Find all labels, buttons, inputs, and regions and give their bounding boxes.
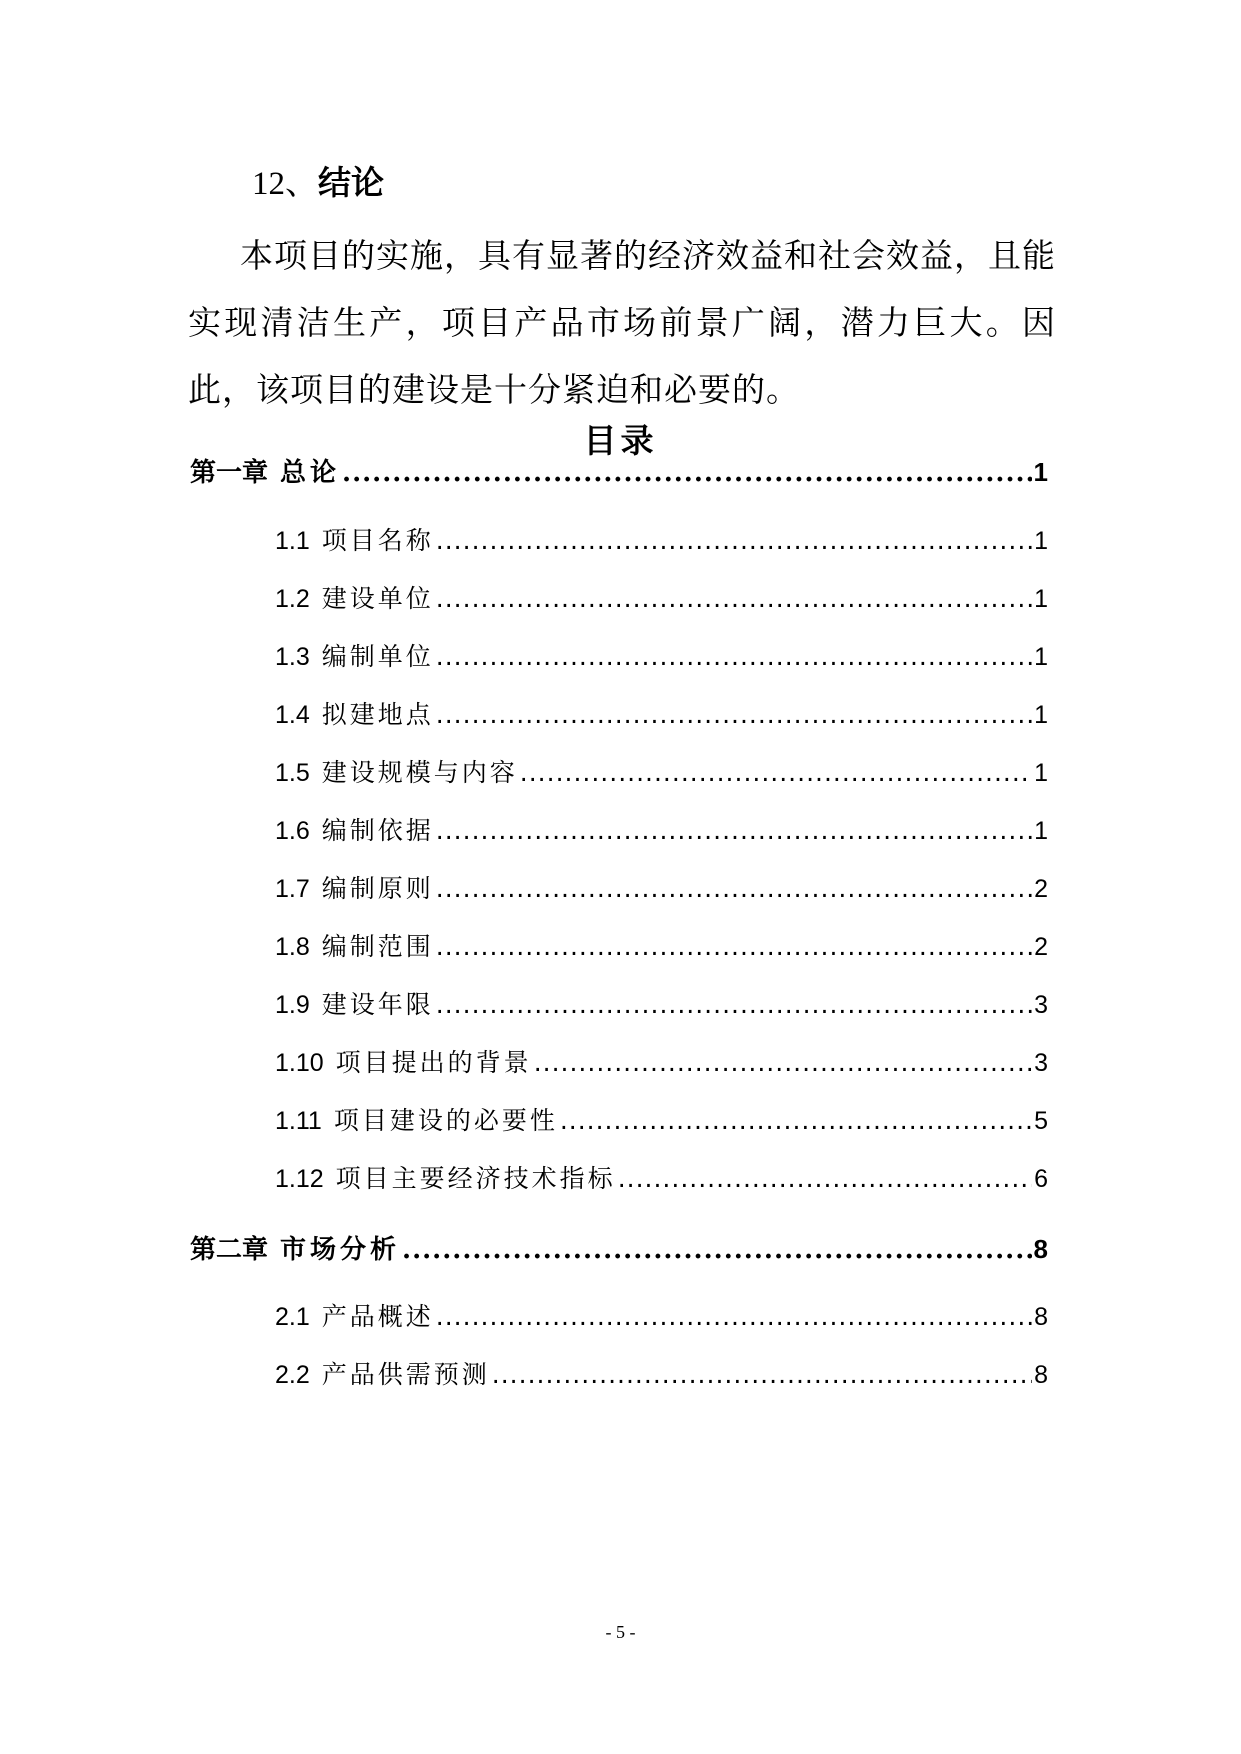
toc-section-entry[interactable] <box>275 521 1048 557</box>
toc-entry-number: 1.7 <box>275 875 310 903</box>
toc-dot-leader <box>436 642 1032 671</box>
section-number: 12、 <box>252 166 318 202</box>
toc-dot-leader <box>436 1302 1032 1331</box>
toc-entry-number: 第一章 <box>190 457 269 487</box>
toc-entry-title: 编制依据 <box>321 816 434 845</box>
toc-entry-number: 1.11 <box>275 1107 322 1135</box>
toc-page-number: 1 <box>1034 701 1048 729</box>
toc-entry-label <box>275 927 434 963</box>
toc-entry-title: 编制范围 <box>321 932 434 961</box>
toc-title: 目录 <box>583 421 658 460</box>
toc-section-entry[interactable] <box>275 579 1048 615</box>
toc-entry-number: 1.10 <box>275 1049 324 1077</box>
toc-dot-leader <box>436 932 1032 961</box>
toc-entry-label <box>275 753 518 789</box>
toc-entry-title: 建设单位 <box>321 584 434 613</box>
page-number-footer: - 5 - <box>605 1622 636 1642</box>
toc-entry-label <box>275 1355 490 1391</box>
toc-entry-label <box>190 452 340 489</box>
toc-entry-number: 1.4 <box>275 701 310 729</box>
toc-entry-title: 编制原则 <box>321 874 434 903</box>
toc-entry-number: 1.1 <box>275 527 310 555</box>
toc-page-number: 1 <box>1034 759 1048 787</box>
toc-page-number: 2 <box>1034 875 1048 903</box>
toc-dot-leader <box>534 1048 1032 1077</box>
toc-entry-number: 1.5 <box>275 759 310 787</box>
toc-chapter-entry[interactable] <box>190 452 1048 489</box>
toc-entry-title: 产品供需预测 <box>321 1360 490 1389</box>
toc-entry-title: 项目建设的必要性 <box>333 1106 558 1135</box>
toc-entry-number: 1.9 <box>275 991 310 1019</box>
toc-dot-leader <box>436 700 1032 729</box>
toc-entry-number: 1.8 <box>275 933 310 961</box>
toc-entry-title: 产品概述 <box>321 1302 434 1331</box>
section-heading <box>252 160 384 207</box>
toc-dot-leader <box>436 816 1032 845</box>
toc-dot-leader <box>560 1106 1032 1135</box>
toc-page-number: 1 <box>1033 457 1048 487</box>
toc-section-entry[interactable] <box>275 695 1048 731</box>
section-title: 结论 <box>318 163 384 202</box>
toc-dot-leader <box>402 1235 1032 1265</box>
toc-dot-leader <box>618 1164 1032 1193</box>
toc-entry-label <box>190 1229 400 1266</box>
toc-entry-number: 1.2 <box>275 585 310 613</box>
toc-section-entry[interactable] <box>275 927 1048 963</box>
toc-entry-title: 项目主要经济技术指标 <box>335 1164 616 1193</box>
toc-entry-number: 2.2 <box>275 1361 310 1389</box>
toc-dot-leader <box>436 584 1032 613</box>
toc-entry-label <box>275 1159 616 1195</box>
toc-entry-number: 2.1 <box>275 1303 310 1331</box>
toc-page-number: 8 <box>1033 1234 1048 1264</box>
toc-section-entry[interactable] <box>275 753 1048 789</box>
toc-entry-number: 1.3 <box>275 643 310 671</box>
toc-entry-title: 编制单位 <box>321 642 434 671</box>
toc-section-entry[interactable] <box>275 1043 1048 1079</box>
toc-section-entry[interactable] <box>275 1297 1048 1333</box>
toc-section-entry[interactable] <box>275 1101 1048 1137</box>
toc-entry-label <box>275 695 434 731</box>
toc-entry-label <box>275 579 434 615</box>
toc-entry-label <box>275 637 434 673</box>
toc-dot-leader <box>520 758 1032 787</box>
toc-entry-label <box>275 521 434 557</box>
toc-entry-title: 项目名称 <box>321 526 434 555</box>
toc-entry-label <box>275 869 434 905</box>
toc-entry-title: 拟建地点 <box>321 700 434 729</box>
toc-entry-label <box>275 1101 558 1137</box>
toc-page-number: 3 <box>1034 991 1048 1019</box>
toc-section-entry[interactable] <box>275 869 1048 905</box>
toc-page-number: 1 <box>1034 643 1048 671</box>
toc-entry-label <box>275 1043 532 1079</box>
toc-section-entry[interactable] <box>275 1159 1048 1195</box>
toc-page-number: 3 <box>1034 1049 1048 1077</box>
toc-section-entry[interactable] <box>275 637 1048 673</box>
toc-entry-title: 总论 <box>280 458 341 488</box>
toc-entry-number: 1.12 <box>275 1165 324 1193</box>
toc-page-number: 2 <box>1034 933 1048 961</box>
toc-entry-number: 1.6 <box>275 817 310 845</box>
toc-entry-label <box>275 1297 434 1333</box>
toc-page-number: 1 <box>1034 585 1048 613</box>
toc-entry-title: 建设规模与内容 <box>321 758 518 787</box>
toc-dot-leader <box>342 458 1032 488</box>
toc-entry-label <box>275 811 434 847</box>
toc-entry-label <box>275 985 434 1021</box>
conclusion-paragraph: 本项目的实施，具有显著的经济效益和社会效益，且能实现清洁生产，项目产品市场前景广阔，潜力巨大。因此，该项目的建设是十分紧迫和必要的。 <box>188 236 1056 409</box>
toc-page-number: 1 <box>1034 817 1048 845</box>
toc-page-number: 8 <box>1034 1361 1048 1389</box>
toc-entry-title: 市场分析 <box>280 1235 401 1265</box>
toc-page-number: 8 <box>1034 1303 1048 1331</box>
toc-page-number: 6 <box>1034 1165 1048 1193</box>
toc-section-entry[interactable] <box>275 811 1048 847</box>
toc-dot-leader <box>436 526 1032 555</box>
toc-dot-leader <box>436 990 1032 1019</box>
toc-dot-leader <box>436 874 1032 903</box>
toc-entry-number: 第二章 <box>190 1234 269 1264</box>
toc-entry-title: 建设年限 <box>321 990 434 1019</box>
toc-chapter-entry[interactable] <box>190 1229 1048 1266</box>
toc-page-number: 1 <box>1034 527 1048 555</box>
toc-page-number: 5 <box>1034 1107 1048 1135</box>
toc-section-entry[interactable] <box>275 1355 1048 1391</box>
toc-entry-title: 项目提出的背景 <box>335 1048 532 1077</box>
toc-section-entry[interactable] <box>275 985 1048 1021</box>
toc-dot-leader <box>492 1360 1032 1389</box>
